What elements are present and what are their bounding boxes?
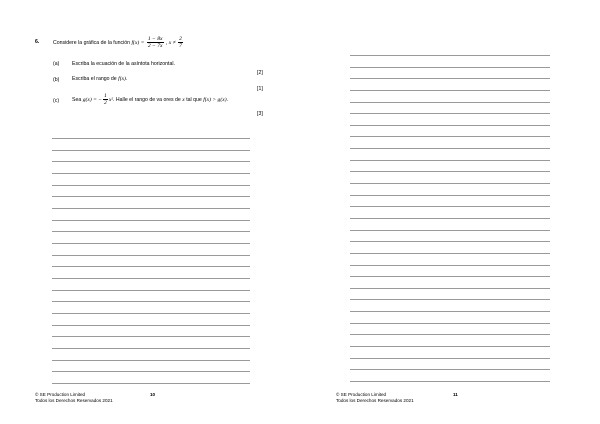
answer-line	[52, 150, 250, 151]
function-numerator: 1 − 8x	[147, 36, 163, 42]
answer-line	[350, 253, 550, 254]
answer-line	[52, 383, 250, 384]
answer-line	[350, 276, 550, 277]
answer-lines-left[interactable]	[52, 0, 250, 424]
part-c-mid2: tal que	[186, 96, 202, 103]
part-c-inequality: f(x) > g(x)	[203, 96, 227, 103]
answer-line	[52, 231, 250, 232]
answer-line	[52, 208, 250, 209]
answer-lines-right[interactable]	[350, 0, 550, 424]
answer-line	[350, 218, 550, 219]
answer-line	[350, 113, 550, 114]
part-c-label: (c)	[53, 98, 60, 104]
part-a-text: Escriba la ecuación de la asíntota horizontal.	[72, 61, 175, 67]
answer-line	[350, 288, 550, 289]
footer-right	[336, 392, 414, 405]
part-c-g-numerator: 1	[104, 93, 107, 99]
answer-line	[350, 230, 550, 231]
part-b-math: f(x)	[118, 76, 126, 82]
part-b-period: .	[125, 76, 128, 82]
question-number: 6.	[35, 39, 40, 45]
answer-line	[350, 206, 550, 207]
answer-line	[52, 266, 250, 267]
answer-line	[52, 243, 250, 244]
footer-publisher: © SE Production Limited	[35, 392, 86, 397]
answer-line	[52, 196, 250, 197]
answer-line	[52, 278, 250, 279]
part-b-label: (b)	[53, 77, 60, 83]
answer-line	[52, 325, 250, 326]
answer-line	[350, 148, 550, 149]
part-c-intro: Sea	[72, 96, 82, 103]
function-condition: , x ≠	[165, 39, 176, 46]
footer-rights: Todos los Derechos Reservados 2021	[336, 398, 414, 404]
part-c-marks: [3]	[257, 111, 263, 117]
answer-line	[52, 173, 250, 174]
answer-line	[350, 183, 550, 184]
page-number: 11	[453, 392, 458, 397]
answer-line	[52, 220, 250, 221]
part-a-label: (a)	[53, 61, 60, 67]
answer-line	[52, 371, 250, 372]
answer-line	[350, 55, 550, 56]
right-page	[300, 0, 600, 424]
answer-line	[350, 171, 550, 172]
answer-line	[350, 136, 550, 137]
condition-denominator: 7	[179, 43, 182, 49]
answer-line	[52, 360, 250, 361]
part-c-period: .	[226, 96, 229, 103]
function-denominator: 2 − 7x	[147, 43, 163, 49]
part-c-g-rest: x²	[108, 96, 114, 103]
function-lhs: f(x) =	[131, 39, 145, 46]
answer-line	[52, 255, 250, 256]
answer-line	[350, 160, 550, 161]
answer-line	[350, 346, 550, 347]
answer-line	[52, 336, 250, 337]
answer-line	[350, 265, 550, 266]
answer-line	[350, 67, 550, 68]
answer-line	[350, 78, 550, 79]
answer-line	[52, 161, 250, 162]
answer-line	[52, 301, 250, 302]
part-c-var: x	[182, 96, 185, 103]
answer-line	[350, 195, 550, 196]
question-intro: Considere la gráfica de la función	[53, 39, 130, 46]
answer-line	[350, 102, 550, 103]
condition-numerator: 2	[179, 36, 182, 42]
part-c-mid: . Halle el rango de va ores de	[113, 96, 181, 103]
answer-line	[350, 125, 550, 126]
answer-line	[350, 90, 550, 91]
answer-line	[350, 369, 550, 370]
answer-line	[52, 313, 250, 314]
answer-line	[350, 334, 550, 335]
answer-line	[52, 290, 250, 291]
answer-line	[52, 348, 250, 349]
answer-line	[52, 138, 250, 139]
footer-rights: Todos los Derechos Reservados 2021	[35, 398, 113, 404]
answer-line	[350, 311, 550, 312]
answer-line	[52, 185, 250, 186]
answer-line	[350, 381, 550, 382]
answer-line	[350, 358, 550, 359]
answer-line	[350, 241, 550, 242]
footer-publisher: © SE Production Limited	[336, 392, 387, 397]
answer-line	[350, 323, 550, 324]
part-b-prompt: Escriba el rango de	[72, 76, 117, 82]
footer-left	[35, 392, 113, 405]
page-number: 10	[150, 392, 156, 397]
part-b-marks: [1]	[257, 86, 263, 92]
part-a-marks: [2]	[257, 70, 263, 76]
part-c-g-lhs: g(x) = −	[82, 96, 103, 103]
part-c-g-denominator: 2	[104, 100, 107, 106]
answer-line	[350, 299, 550, 300]
